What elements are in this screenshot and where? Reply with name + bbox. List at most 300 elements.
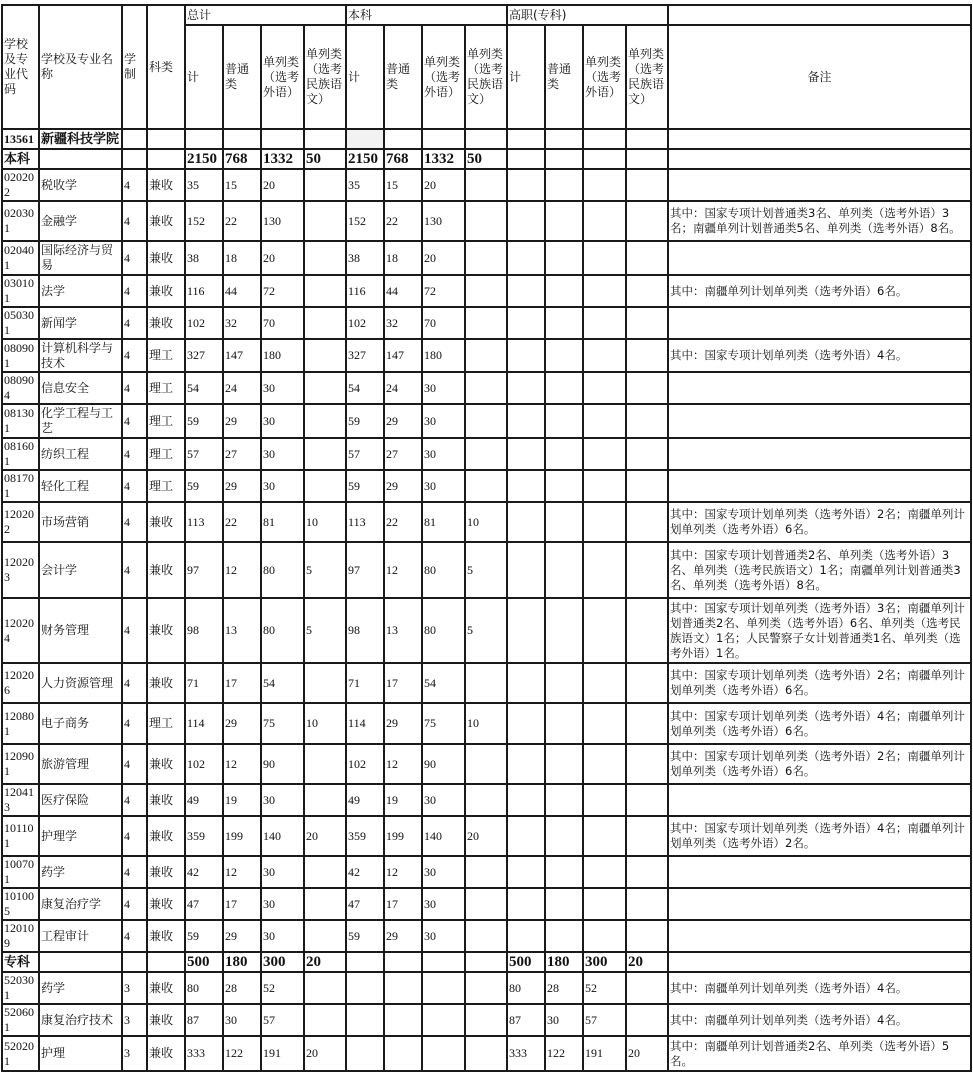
summary-empty-duration	[122, 149, 147, 169]
major-remark: 其中：南疆单列计划单列类（选考外语）6名。	[668, 275, 971, 307]
major-category: 理工	[147, 470, 185, 502]
major-code: 030101	[2, 275, 39, 307]
quota-zk-3	[626, 920, 668, 952]
quota-total-3: 20	[304, 816, 346, 856]
major-duration: 4	[122, 169, 147, 201]
quota-bk-1: 13	[384, 598, 422, 663]
quota-total-3: 10	[304, 502, 346, 542]
header-total-general: 普通类	[223, 25, 261, 129]
quota-bk-1: 44	[384, 275, 422, 307]
major-category: 兼收	[147, 1004, 185, 1036]
header-bachelor-ethnic: 单列类（选考民族语文）	[465, 25, 507, 129]
quota-zk-2	[583, 470, 626, 502]
quota-total-0: 102	[185, 307, 223, 339]
table-row	[2, 703, 971, 744]
header-bachelor-general: 普通类	[384, 25, 422, 129]
quota-zk-0	[507, 372, 545, 404]
major-duration: 4	[122, 241, 147, 275]
quota-zk-3	[626, 663, 668, 703]
header-college-foreign: 单列类（选考外语）	[583, 25, 626, 129]
summary-label: 专科	[2, 952, 39, 972]
quota-bk-2: 30	[422, 470, 465, 502]
major-duration: 4	[122, 744, 147, 784]
quota-bk-0: 152	[346, 201, 384, 241]
quota-bk-3	[465, 663, 507, 703]
quota-bk-0: 102	[346, 744, 384, 784]
quota-zk-3	[626, 339, 668, 372]
quota-bk-3	[465, 1036, 507, 1071]
quota-total-1: 12	[223, 744, 261, 784]
quota-bk-2: 30	[422, 438, 465, 470]
major-duration: 4	[122, 542, 147, 598]
major-name: 信息安全	[39, 372, 122, 404]
quota-total-3	[304, 241, 346, 275]
major-name: 国际经济与贸易	[39, 241, 122, 275]
quota-bk-3	[465, 856, 507, 888]
quota-total-2: 80	[261, 542, 304, 598]
major-remark	[668, 241, 971, 275]
major-code: 520201	[2, 1036, 39, 1071]
table-row	[2, 404, 971, 438]
quota-total-1: 122	[223, 1036, 261, 1071]
quota-total-2: 30	[261, 920, 304, 952]
major-name: 新闻学	[39, 307, 122, 339]
quota-zk-3	[626, 703, 668, 744]
major-duration: 4	[122, 703, 147, 744]
major-code: 081701	[2, 470, 39, 502]
quota-zk-0	[507, 339, 545, 372]
quota-total-3	[304, 972, 346, 1004]
quota-zk-2	[583, 744, 626, 784]
quota-bk-3	[465, 784, 507, 816]
quota-zk-0	[507, 542, 545, 598]
quota-total-1: 17	[223, 663, 261, 703]
quota-zk-2	[583, 703, 626, 744]
major-category: 理工	[147, 703, 185, 744]
major-category: 兼收	[147, 542, 185, 598]
quota-total-1: 32	[223, 307, 261, 339]
quota-bk-2: 54	[422, 663, 465, 703]
quota-bk-1: 199	[384, 816, 422, 856]
quota-total-2: 57	[261, 1004, 304, 1036]
major-remark	[668, 404, 971, 438]
summary-zk-1	[545, 149, 583, 169]
quota-bk-2	[422, 972, 465, 1004]
quota-total-1: 22	[223, 201, 261, 241]
major-name: 财务管理	[39, 598, 122, 663]
quota-bk-0: 71	[346, 663, 384, 703]
quota-total-1: 12	[223, 542, 261, 598]
major-name: 电子商务	[39, 703, 122, 744]
quota-total-1: 22	[223, 502, 261, 542]
quota-total-2: 130	[261, 201, 304, 241]
quota-total-1: 15	[223, 169, 261, 201]
major-duration: 4	[122, 784, 147, 816]
table-row	[2, 972, 971, 1004]
quota-zk-1	[545, 307, 583, 339]
table-row	[2, 542, 971, 598]
quota-total-3	[304, 201, 346, 241]
summary-bk-1	[384, 952, 422, 972]
quota-bk-2: 80	[422, 542, 465, 598]
quota-zk-1	[545, 888, 583, 920]
summary-zk-2	[583, 149, 626, 169]
table-row	[2, 169, 971, 201]
major-duration: 4	[122, 201, 147, 241]
quota-total-1: 18	[223, 241, 261, 275]
summary-bk-3	[465, 952, 507, 972]
major-remark	[668, 438, 971, 470]
quota-bk-0: 57	[346, 438, 384, 470]
quota-total-1: 24	[223, 372, 261, 404]
quota-zk-2: 52	[583, 972, 626, 1004]
major-duration: 4	[122, 888, 147, 920]
quota-zk-2	[583, 856, 626, 888]
major-code: 120901	[2, 744, 39, 784]
header-remark: 备注	[668, 25, 971, 129]
major-remark: 其中：国家专项计划单列类（选考外语）4名；南疆单列计划单列类（选考外语）2名。	[668, 816, 971, 856]
quota-bk-0: 98	[346, 598, 384, 663]
quota-bk-3	[465, 275, 507, 307]
major-remark: 其中：国家专项计划单列类（选考外语）3名；南疆单列计划普通类2名、单列类（选考外语）6名、单列类（选考民族语文）1名；人民警察子女计划普通类1名、单列类（选考外语）1名。	[668, 598, 971, 663]
quota-total-2: 81	[261, 502, 304, 542]
table-row	[2, 241, 971, 275]
header-duration: 学制	[122, 5, 147, 129]
quota-zk-2	[583, 438, 626, 470]
summary-bk-1: 768	[384, 149, 422, 169]
quota-total-0: 80	[185, 972, 223, 1004]
quota-zk-3	[626, 241, 668, 275]
quota-bk-0: 113	[346, 502, 384, 542]
major-category: 兼收	[147, 888, 185, 920]
quota-bk-3	[465, 920, 507, 952]
major-remark: 其中：南疆单列计划单列类（选考外语）4名。	[668, 972, 971, 1004]
major-code: 020401	[2, 241, 39, 275]
quota-total-3	[304, 339, 346, 372]
major-duration: 4	[122, 856, 147, 888]
major-remark: 其中：国家专项计划单列类（选考外语）4名；南疆单列计划单列类（选考外语）6名。	[668, 703, 971, 744]
quota-zk-0	[507, 404, 545, 438]
quota-bk-1	[384, 1004, 422, 1036]
quota-zk-2	[583, 920, 626, 952]
quota-total-1: 12	[223, 856, 261, 888]
summary-empty-name	[39, 952, 122, 972]
summary-zk-1: 180	[545, 952, 583, 972]
quota-bk-0	[346, 972, 384, 1004]
quota-bk-1: 29	[384, 920, 422, 952]
quota-zk-1: 28	[545, 972, 583, 1004]
quota-zk-0	[507, 598, 545, 663]
quota-total-0: 102	[185, 744, 223, 784]
quota-zk-3	[626, 502, 668, 542]
header-total-ethnic: 单列类（选考民族语文）	[304, 25, 346, 129]
quota-zk-0	[507, 663, 545, 703]
header-code: 学校及专业代码	[2, 5, 39, 129]
major-code: 520601	[2, 1004, 39, 1036]
quota-zk-0: 87	[507, 1004, 545, 1036]
header-bachelor-foreign: 单列类（选考外语）	[422, 25, 465, 129]
quota-total-2: 30	[261, 470, 304, 502]
quota-zk-2	[583, 339, 626, 372]
quota-zk-2	[583, 598, 626, 663]
summary-total-2: 1332	[261, 149, 304, 169]
major-name: 金融学	[39, 201, 122, 241]
summary-bk-2: 1332	[422, 149, 465, 169]
quota-zk-2	[583, 169, 626, 201]
quota-zk-1	[545, 920, 583, 952]
quota-bk-3	[465, 972, 507, 1004]
quota-bk-1	[384, 972, 422, 1004]
header-remark-spacer	[668, 5, 971, 25]
quota-zk-0	[507, 888, 545, 920]
quota-zk-0	[507, 703, 545, 744]
quota-zk-3	[626, 598, 668, 663]
major-code: 020202	[2, 169, 39, 201]
quota-total-2: 70	[261, 307, 304, 339]
major-category: 理工	[147, 339, 185, 372]
quota-total-0: 71	[185, 663, 223, 703]
quota-total-0: 327	[185, 339, 223, 372]
major-remark	[668, 470, 971, 502]
major-category: 兼收	[147, 856, 185, 888]
quota-bk-1: 15	[384, 169, 422, 201]
header-total-foreign: 单列类（选考外语）	[261, 25, 304, 129]
quota-zk-3	[626, 542, 668, 598]
quota-total-2: 72	[261, 275, 304, 307]
summary-total-3: 20	[304, 952, 346, 972]
quota-total-2: 191	[261, 1036, 304, 1071]
quota-zk-1	[545, 703, 583, 744]
quota-bk-0: 116	[346, 275, 384, 307]
quota-total-0: 35	[185, 169, 223, 201]
quota-bk-2: 30	[422, 784, 465, 816]
quota-zk-3	[626, 470, 668, 502]
quota-zk-1	[545, 856, 583, 888]
quota-total-1: 13	[223, 598, 261, 663]
quota-bk-2: 70	[422, 307, 465, 339]
quota-total-3: 5	[304, 542, 346, 598]
major-duration: 4	[122, 470, 147, 502]
major-name: 医疗保险	[39, 784, 122, 816]
quota-bk-2: 30	[422, 888, 465, 920]
quota-bk-3	[465, 438, 507, 470]
quota-bk-2: 20	[422, 241, 465, 275]
quota-bk-3	[465, 888, 507, 920]
quota-total-0: 333	[185, 1036, 223, 1071]
major-name: 人力资源管理	[39, 663, 122, 703]
quota-zk-3	[626, 856, 668, 888]
quota-total-1: 19	[223, 784, 261, 816]
major-category: 兼收	[147, 598, 185, 663]
quota-total-3: 20	[304, 1036, 346, 1071]
quota-total-3	[304, 275, 346, 307]
quota-zk-1: 30	[545, 1004, 583, 1036]
major-code: 120801	[2, 703, 39, 744]
major-category: 兼收	[147, 784, 185, 816]
header-group-total: 总计	[185, 5, 346, 25]
quota-bk-2: 72	[422, 275, 465, 307]
quota-total-0: 42	[185, 856, 223, 888]
quota-zk-1	[545, 598, 583, 663]
major-category: 兼收	[147, 241, 185, 275]
quota-bk-3	[465, 1004, 507, 1036]
table-row	[2, 1036, 971, 1071]
major-remark: 其中：国家专项计划单列类（选考外语）4名。	[668, 339, 971, 372]
major-code: 120109	[2, 920, 39, 952]
quota-bk-1: 22	[384, 502, 422, 542]
school-row	[2, 129, 971, 149]
enrollment-plan-table	[1, 4, 972, 1072]
quota-zk-0	[507, 169, 545, 201]
major-duration: 3	[122, 1036, 147, 1071]
quota-zk-0	[507, 784, 545, 816]
major-category: 兼收	[147, 972, 185, 1004]
quota-zk-0	[507, 307, 545, 339]
quota-total-2: 52	[261, 972, 304, 1004]
quota-zk-2	[583, 784, 626, 816]
quota-zk-1: 122	[545, 1036, 583, 1071]
quota-total-3	[304, 372, 346, 404]
quota-total-1: 28	[223, 972, 261, 1004]
table-row	[2, 784, 971, 816]
quota-zk-3	[626, 784, 668, 816]
quota-zk-0	[507, 856, 545, 888]
major-duration: 4	[122, 502, 147, 542]
quota-zk-1	[545, 404, 583, 438]
quota-zk-2	[583, 502, 626, 542]
quota-bk-2: 30	[422, 372, 465, 404]
quota-bk-3	[465, 404, 507, 438]
quota-zk-1	[545, 241, 583, 275]
major-name: 康复治疗技术	[39, 1004, 122, 1036]
major-remark	[668, 372, 971, 404]
header-college-general: 普通类	[545, 25, 583, 129]
major-category: 兼收	[147, 502, 185, 542]
major-duration: 4	[122, 598, 147, 663]
quota-total-0: 116	[185, 275, 223, 307]
major-code: 520301	[2, 972, 39, 1004]
quota-zk-1	[545, 201, 583, 241]
quota-bk-1: 147	[384, 339, 422, 372]
quota-zk-3	[626, 404, 668, 438]
quota-zk-2	[583, 241, 626, 275]
header-group-bachelor: 本科	[346, 5, 507, 25]
college-summary-row	[2, 952, 971, 972]
summary-total-0: 500	[185, 952, 223, 972]
major-code: 081601	[2, 438, 39, 470]
quota-bk-1: 12	[384, 856, 422, 888]
major-name: 药学	[39, 972, 122, 1004]
major-name: 轻化工程	[39, 470, 122, 502]
quota-total-3	[304, 663, 346, 703]
quota-total-2: 30	[261, 372, 304, 404]
quota-bk-3: 5	[465, 542, 507, 598]
quota-zk-2: 191	[583, 1036, 626, 1071]
quota-total-1: 29	[223, 703, 261, 744]
quota-zk-0	[507, 438, 545, 470]
major-duration: 4	[122, 663, 147, 703]
summary-bk-0: 2150	[346, 149, 384, 169]
major-duration: 4	[122, 339, 147, 372]
quota-bk-3: 5	[465, 598, 507, 663]
quota-bk-2: 80	[422, 598, 465, 663]
quota-bk-1: 29	[384, 404, 422, 438]
table-row	[2, 201, 971, 241]
quota-total-1: 29	[223, 470, 261, 502]
quota-bk-1: 29	[384, 470, 422, 502]
major-name: 市场营销	[39, 502, 122, 542]
quota-total-0: 113	[185, 502, 223, 542]
major-remark	[668, 856, 971, 888]
quota-total-2: 80	[261, 598, 304, 663]
quota-total-1: 29	[223, 404, 261, 438]
quota-bk-0: 35	[346, 169, 384, 201]
summary-zk-3	[626, 149, 668, 169]
quota-total-3	[304, 856, 346, 888]
header-name: 学校及专业名称	[39, 5, 122, 129]
header-group-college: 高职(专科)	[507, 5, 668, 25]
table-row	[2, 1004, 971, 1036]
major-duration: 4	[122, 404, 147, 438]
major-category: 兼收	[147, 275, 185, 307]
quota-bk-0: 97	[346, 542, 384, 598]
quota-zk-3	[626, 972, 668, 1004]
school-code: 13561	[2, 129, 39, 149]
table-row	[2, 372, 971, 404]
quota-total-3	[304, 920, 346, 952]
quota-total-1: 27	[223, 438, 261, 470]
major-category: 兼收	[147, 663, 185, 703]
quota-zk-1	[545, 502, 583, 542]
summary-bk-0	[346, 952, 384, 972]
table-row	[2, 744, 971, 784]
summary-bk-2	[422, 952, 465, 972]
summary-remark	[668, 952, 971, 972]
table-row	[2, 339, 971, 372]
quota-bk-3	[465, 201, 507, 241]
quota-zk-1	[545, 275, 583, 307]
major-code: 101101	[2, 816, 39, 856]
quota-zk-1	[545, 339, 583, 372]
summary-empty-category	[147, 952, 185, 972]
quota-total-2: 30	[261, 888, 304, 920]
major-category: 兼收	[147, 744, 185, 784]
table-row	[2, 888, 971, 920]
major-remark: 其中：国家专项计划单列类（选考外语）2名；南疆单列计划单列类（选考外语）6名。	[668, 663, 971, 703]
quota-zk-0	[507, 275, 545, 307]
quota-bk-1: 22	[384, 201, 422, 241]
quota-total-0: 59	[185, 920, 223, 952]
quota-bk-0	[346, 1036, 384, 1071]
quota-zk-1	[545, 372, 583, 404]
major-code: 120206	[2, 663, 39, 703]
undergrad-summary-row	[2, 149, 971, 169]
quota-total-0: 54	[185, 372, 223, 404]
quota-bk-0: 38	[346, 241, 384, 275]
quota-zk-2	[583, 404, 626, 438]
quota-bk-0: 359	[346, 816, 384, 856]
major-name: 纺织工程	[39, 438, 122, 470]
quota-bk-2: 180	[422, 339, 465, 372]
quota-zk-1	[545, 744, 583, 784]
major-category: 兼收	[147, 169, 185, 201]
quota-total-3	[304, 470, 346, 502]
quota-bk-0: 54	[346, 372, 384, 404]
quota-bk-0: 114	[346, 703, 384, 744]
quota-zk-0	[507, 201, 545, 241]
quota-zk-3	[626, 744, 668, 784]
quota-total-1: 30	[223, 1004, 261, 1036]
